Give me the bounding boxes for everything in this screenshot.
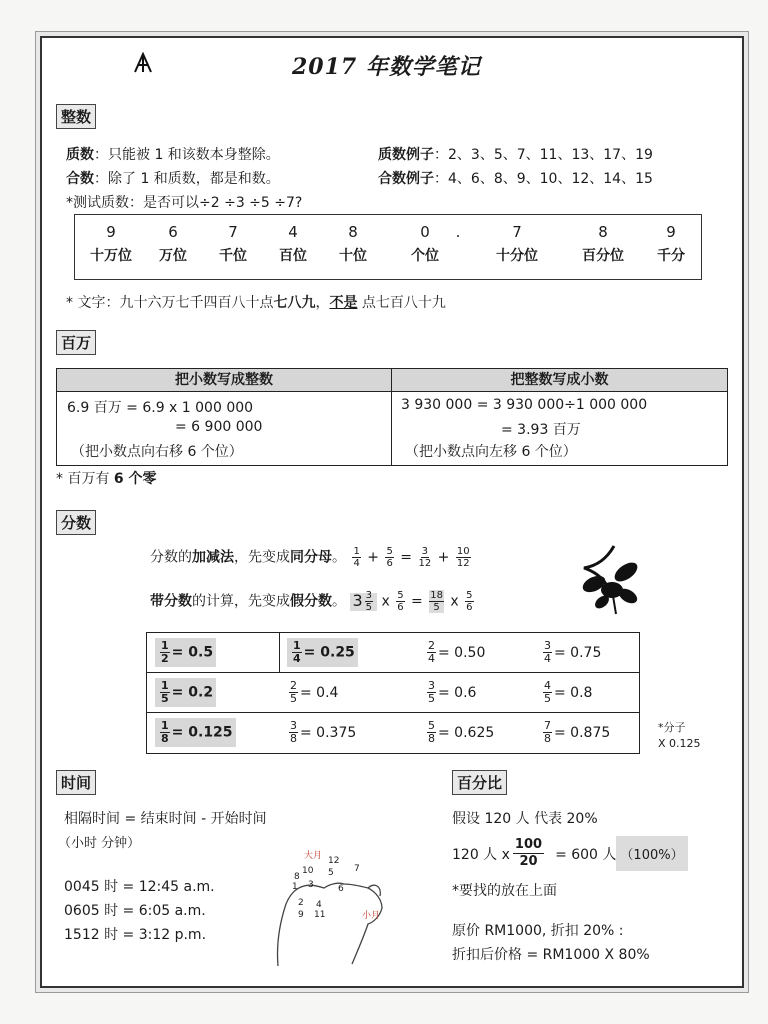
composite-definition — [66, 168, 280, 188]
place-col: 4 百位 — [279, 223, 307, 264]
place-col: 0 个位 — [411, 223, 439, 264]
fraction: $\frac{10}{12}$ — [456, 546, 470, 569]
percent-note: *要找的放在上面 — [452, 883, 557, 899]
table-divider — [391, 369, 392, 465]
time-units: （小时 分钟） — [58, 836, 141, 851]
fraction: $\frac{18}{5}$ — [430, 590, 443, 613]
comp-ex-label: 合数例子 — [378, 171, 434, 187]
fraction: $\frac{5}{6}$ — [397, 590, 404, 613]
knuckle-month-hand-diagram: 大月 小月 12 10 5 7 8 1 3 6 2 4 11 9 — [272, 842, 392, 972]
place-col: 8 百分位 — [582, 223, 624, 264]
time-example-2: 0605 时 = 6:05 a.m. — [64, 903, 206, 919]
prime-examples — [378, 144, 653, 164]
logo-icon — [132, 52, 154, 79]
million-table — [56, 368, 728, 466]
comp-ex-text: ：4、6、8、9、10、12、14、15 — [434, 171, 653, 187]
fraction: $\frac{5}{6}$ — [386, 546, 393, 569]
mixed-number: 3 $\frac{3}{5}$ — [350, 593, 377, 611]
section-percent-heading: 百分比 — [452, 770, 507, 795]
prime-def-text: ：只能被 1 和该数本身整除。 — [94, 147, 280, 163]
time-formula: 相隔时间 = 结束时间 - 开始时间 — [64, 811, 267, 827]
place-col: 9 千分 — [657, 223, 685, 264]
place-col: 6 万位 — [159, 223, 187, 264]
table-row: $\frac{1}{5}$ = 0.2 $\frac{2}{5}$ = 0.4 $\frac{3}{5}$ = 0.6 $\frac{4}{5}$ = 0.8 — [147, 673, 639, 713]
discount-line-2: 折扣后价格 = RM1000 X 80% — [452, 947, 650, 963]
fraction: $\frac{100}{20}$ — [514, 837, 543, 869]
discount-line-1: 原价 RM1000, 折扣 20% : — [452, 923, 624, 939]
composite-examples — [378, 168, 653, 188]
number-words-note: * 文字：九十六万七千四百八十点七八九，不是 点七百八十九 — [66, 295, 446, 311]
page-title: 2017 年数学笔记 — [292, 54, 481, 80]
million-col2-line1: 3 930 000 = 3 930 000÷1 000 000 — [401, 397, 648, 413]
place-col: 7 千位 — [219, 223, 247, 264]
prime-ex-text: ：2、3、5、7、11、13、17、19 — [434, 147, 653, 163]
million-col2-header: 把整数写成小数 — [392, 369, 727, 392]
flower-icon — [576, 538, 646, 622]
prime-definition — [66, 144, 280, 164]
prime-label: 质数 — [66, 147, 94, 163]
time-example-3: 1512 时 = 3:12 p.m. — [64, 927, 207, 943]
fraction: $\frac{1}{4}$ — [353, 546, 360, 569]
million-zeros-note: * 百万有 6 个零 — [56, 471, 157, 487]
million-col1-header: 把小数写成整数 — [57, 369, 391, 392]
place-value-table — [74, 214, 702, 280]
percent-line-1: 假设 120 人 代表 20% — [452, 811, 598, 827]
prime-ex-label: 质数例子 — [378, 147, 434, 163]
notes-page — [40, 36, 744, 988]
million-col2-line3: （把小数点向左移 6 个位） — [405, 444, 577, 460]
section-integers-heading: 整数 — [56, 104, 96, 129]
section-fractions-heading: 分数 — [56, 510, 96, 535]
fraction-decimal-table — [146, 632, 640, 754]
table-row: $\frac{1}{2}$ = 0.5 $\frac{1}{4}$ = 0.25 $\frac{2}{4}$ = 0.50 $\frac{3}{4}$ = 0.75 — [147, 633, 639, 673]
place-col: 9 十万位 — [90, 223, 132, 264]
mixed-number-rule: 带分数的计算，先变成假分数。 3 $\frac{3}{5}$ x $\frac{5}{6}$ = $\frac{18}{5}$ x $\frac{5}{6}$ — [150, 590, 473, 613]
million-col2-line2: = 3.93 百万 — [501, 422, 581, 438]
section-million-heading: 百万 — [56, 330, 96, 355]
comp-def-text: ：除了 1 和质数，都是和数。 — [94, 171, 280, 187]
million-col1-line3: （把小数点向右移 6 个位） — [71, 444, 243, 460]
prime-test-note: *测试质数：是否可以÷2 ÷3 ÷5 ÷7? — [66, 195, 303, 211]
numerator-note: *分子 X 0.125 — [658, 721, 701, 750]
percent-equation: 120 人 x $\frac{100}{20}$ = 600 人 （100%） — [452, 836, 688, 871]
fraction: $\frac{3}{12}$ — [418, 546, 432, 569]
million-col1-line1: 6.9 百万 = 6.9 x 1 000 000 — [67, 400, 254, 416]
fraction-add-rule: 分数的加减法，先变成同分母。 $\frac{1}{4}$ + $\frac{5}{6}$ = $\frac{3}{12}$ + $\frac{10}{12}$ — [150, 546, 470, 569]
comp-label: 合数 — [66, 171, 94, 187]
time-example-1: 0045 时 = 12:45 a.m. — [64, 879, 215, 895]
million-col1-line2: = 6 900 000 — [175, 419, 263, 435]
place-col: 8 十位 — [339, 223, 367, 264]
table-row: $\frac{1}{8}$ = 0.125 $\frac{3}{8}$ = 0.375 $\frac{5}{8}$ = 0.625 $\frac{7}{8}$ = 0.875 — [147, 713, 639, 752]
fraction: $\frac{5}{6}$ — [466, 590, 473, 613]
section-time-heading: 时间 — [56, 770, 96, 795]
decimal-point: . — [455, 223, 461, 241]
place-col: 7 十分位 — [496, 223, 538, 264]
